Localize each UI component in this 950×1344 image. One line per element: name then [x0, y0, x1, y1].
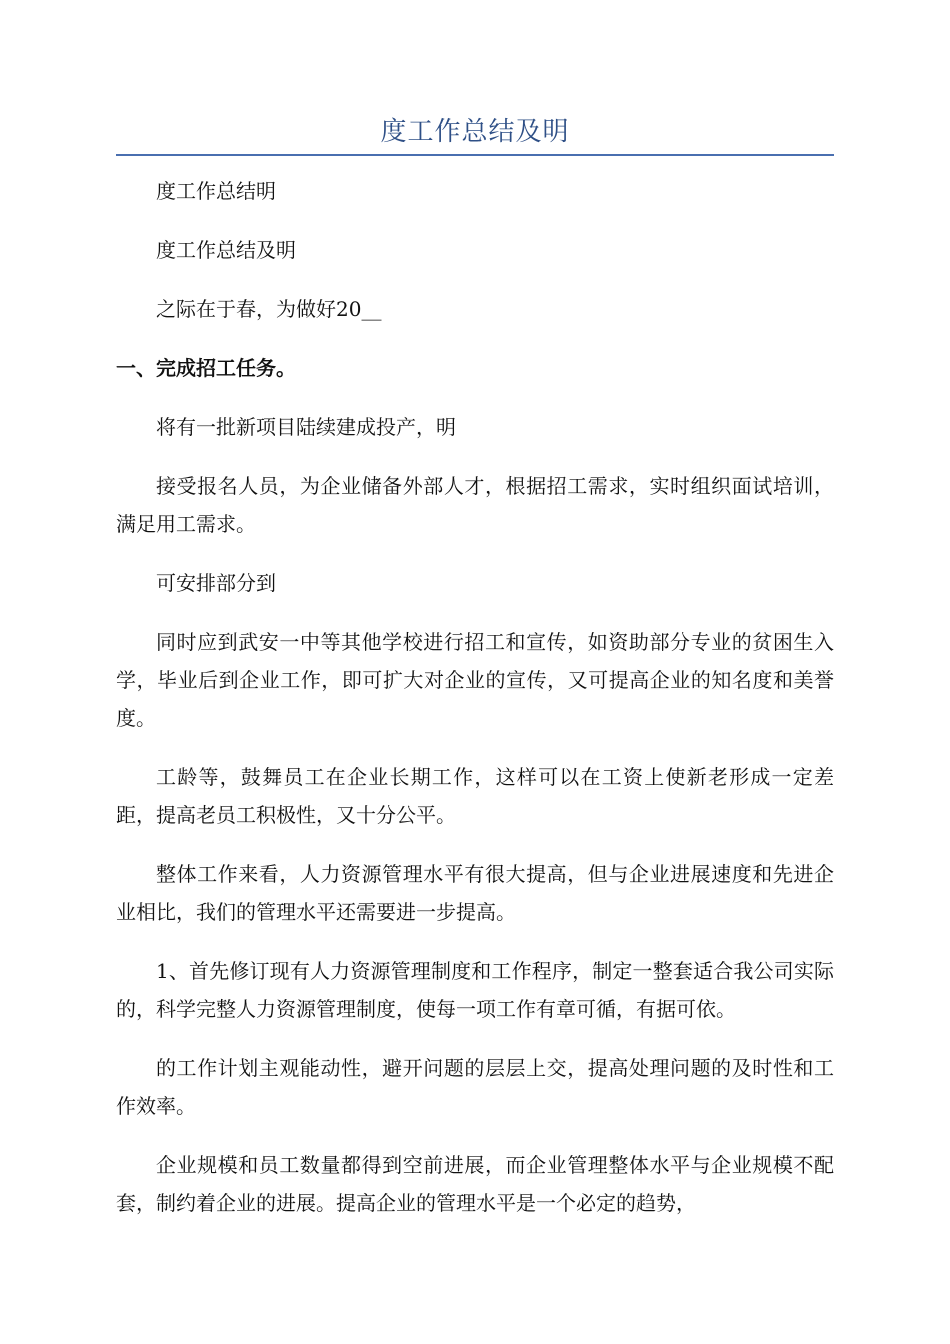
document-body	[116, 172, 834, 1243]
paragraph: 将有一批新项目陆续建成投产，明	[156, 415, 456, 439]
paragraph: 度工作总结明	[156, 179, 276, 203]
paragraph: 的工作计划主观能动性，避开问题的层层上交，提高处理问题的及时性和工作效率。	[116, 1056, 834, 1118]
paragraph: 工龄等，鼓舞员工在企业长期工作，这样可以在工资上使新老形成一定差距，提高老员工积极性，又十分公平。	[116, 765, 834, 827]
paragraph: 度工作总结及明	[156, 238, 296, 262]
section-heading: 一、完成招工任务。	[116, 356, 296, 380]
paragraph: 可安排部分到	[156, 571, 276, 595]
paragraph: 同时应到武安一中等其他学校进行招工和宣传，如资助部分专业的贫困生入学，毕业后到企业工作，即可扩大对企业的宣传，又可提高企业的知名度和美誉度。	[116, 630, 834, 730]
paragraph: 整体工作来看，人力资源管理水平有很大提高，但与企业进展速度和先进企业相比，我们的管理水平还需要进一步提高。	[116, 862, 834, 924]
title-underline	[116, 154, 834, 156]
paragraph: 接受报名人员，为企业储备外部人才，根据招工需求，实时组织面试培训，满足用工需求。	[116, 474, 834, 536]
paragraph: 企业规模和员工数量都得到空前进展，而企业管理整体水平与企业规模不配套，制约着企业的进展。提高企业的管理水平是一个必定的趋势，	[116, 1153, 834, 1215]
paragraph: 1、首先修订现有人力资源管理制度和工作程序，制定一整套适合我公司实际的，科学完整人力资源管理制度，使每一项工作有章可循，有据可依。	[116, 959, 834, 1021]
paragraph: 之际在于春，为做好20__	[156, 297, 382, 321]
document-title: 度工作总结及明	[380, 117, 570, 147]
